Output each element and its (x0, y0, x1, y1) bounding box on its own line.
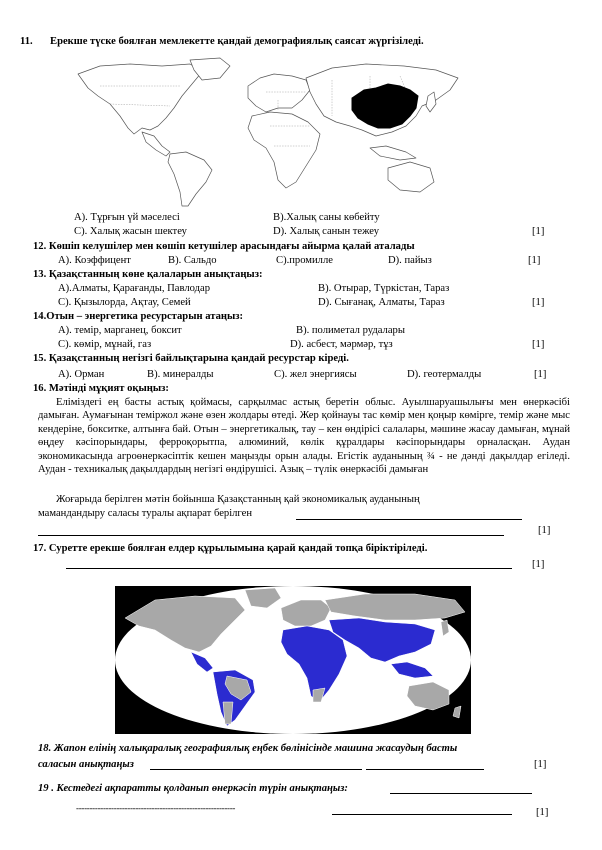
q14-mark: [1] (532, 339, 545, 350)
q12-option-b: В). Сальдо (168, 255, 217, 266)
q15-option-c: С). жел энергиясы (274, 369, 357, 380)
q14-question: 14.Отын – энергетика ресурстарын атаңыз: (33, 311, 244, 322)
north-america-shape (78, 64, 202, 134)
q15-question: 15. Қазақстанның негізгі байлықтарына қандай ресурстар кіреді. (33, 353, 349, 364)
argentina-grey (223, 702, 233, 724)
q16-answer-line1 (296, 519, 522, 520)
q16-paragraph: Еліміздегі ең басты астық қоймасы, сарқылмас астық беретін облыс. Ауылшаруашылығы мен өнеркәсібі дамыған. Аумағынан теміржол және өзен жолдары өтеді. Жер қойнауы тас көмір мен қоңыр көмірге, темір және мыс кендеріне, бокситке, алтынға бай. Отын – энергетикалық, тау – кен өндірісі салалары, мәшине жасау дамыған, мұнай өңдеу кәсіпорындары, ферроқорытпа, алюминий, көлік құралдары кәсіпорындары орналасқан. Аудан экономикасында агроөнеркәсіптік кешен маңызды орын алады. Егістік ауданының ¾ - не дәнді дақылдар егіледі. Аудан - техникалық дақылдардың негізгі өндірушісі. Азық – түлік өнеркәсібі дамыған (38, 397, 570, 476)
australia-shape (388, 162, 434, 192)
q11-number: 11. (20, 36, 33, 47)
south-america-shape (168, 152, 212, 206)
q15-mark: [1] (534, 369, 547, 380)
q15-option-d: D). геотермалды (407, 369, 482, 380)
q18-answer-line2 (366, 769, 484, 770)
central-america-shape (142, 132, 170, 156)
q14-option-c: С). көмір, мұнай, газ (58, 339, 152, 350)
q12-option-c: С).промилле (276, 255, 333, 266)
q14-option-d: D). асбест, мәрмәр, тұз (290, 339, 393, 350)
q13-option-b: В). Отырар, Түркістан, Тараз (318, 283, 450, 294)
q18-question-line2: саласын анықтаңыз (38, 759, 134, 770)
q11-option-c: С). Халық жасын шектеу (74, 226, 187, 237)
q19-answer-line1 (390, 793, 532, 794)
q11-option-b: В).Халық саны көбейту (273, 212, 380, 223)
q16-mark: [1] (538, 525, 551, 536)
q17-answer-line (66, 568, 512, 569)
q16-task-line2: мамандандыру саласы туралы ақпарат берілген (38, 508, 253, 519)
q12-mark: [1] (528, 255, 541, 266)
q12-question: 12. Көшіп келушілер мен көшіп кетушілер арасындағы айырма қалай аталады (33, 241, 415, 252)
q18-answer-line1 (150, 769, 362, 770)
europe-shape (248, 74, 310, 112)
q16-title: 16. Мәтінді мұқият оқыңыз: (33, 383, 169, 394)
q14-option-b: В). полиметал рудалары (296, 325, 405, 336)
q17-mark: [1] (532, 559, 545, 570)
q15-option-b: В). минералды (147, 369, 214, 380)
q12-option-d: D). пайыз (388, 255, 432, 266)
world-map-china-highlighted (70, 56, 466, 208)
q13-option-c: С). Қызылорда, Ақтау, Семей (58, 297, 191, 308)
q18-question-line1: 18. Жапон елінің халықаралық географиялық еңбек бөлінісінде машина жасаудың басты (38, 743, 458, 754)
q17-question: 17. Суретте ерекше боялған елдер құрылымына қарай қандай топқа біріктіріледі. (33, 543, 428, 554)
indonesia-shape (370, 146, 416, 160)
q13-mark: [1] (532, 297, 545, 308)
q11-option-d: D). Халық санын тежеу (273, 226, 380, 237)
q13-question: 13. Қазақстанның көне қалаларын анықтаңыз: (33, 269, 263, 280)
africa-shape (248, 112, 320, 188)
q11-option-a: А). Тұрғын үй мәселесі (74, 212, 180, 223)
q13-option-a: А).Алматы, Қарағанды, Павлодар (58, 283, 211, 294)
q15-option-a: А). Орман (58, 369, 105, 380)
q19-question: 19 . Кестедегі ақпаратты қолданып өнеркәсіп түрін анықтаңыз: (38, 783, 348, 794)
q13-option-d: D). Сығанақ, Алматы, Тараз (318, 297, 445, 308)
q19-mark: [1] (536, 807, 549, 818)
q19-dash-line: ----------------------------------------------------------- (76, 803, 236, 813)
q18-mark: [1] (534, 759, 547, 770)
q19-answer-line2 (332, 814, 512, 815)
q12-option-a: А). Коэффицент (58, 255, 131, 266)
q11-question: Ерекше түске боялған мемлекетте қандай демографиялық саясат жүргізіледі. (50, 36, 424, 47)
q14-option-a: А). темір, марганец, боксит (58, 325, 182, 336)
q16-answer-line2 (38, 535, 504, 536)
world-map-blue-countries (115, 586, 471, 734)
q11-mark: [1] (532, 226, 545, 237)
q16-task-line1: Жоғарыда берілген мәтін бойынша Қазақстанның қай экономикалық ауданының (56, 494, 420, 505)
